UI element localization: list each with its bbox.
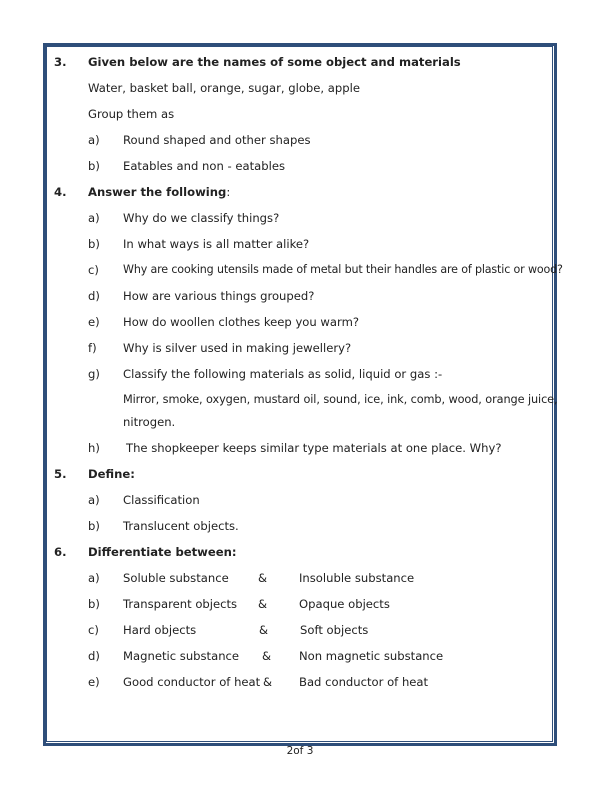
item-label: b) [88, 237, 100, 251]
question-title-wrap [88, 185, 230, 199]
question-title: Differentiate between: [88, 545, 237, 559]
instruction-text: Group them as [88, 107, 175, 121]
item-label: e) [88, 315, 100, 329]
item-right: Bad conductor of heat [299, 675, 429, 689]
question-number: 4. [54, 185, 67, 199]
item-label: f) [88, 341, 97, 355]
item-text: The shopkeeper keeps similar type materials at one place. Why? [126, 441, 502, 455]
item-label: c) [88, 263, 99, 277]
item-text: Classification [123, 493, 200, 507]
ampersand: & [263, 675, 273, 689]
item-right: Non magnetic substance [299, 649, 444, 663]
item-text: How do woollen clothes keep you warm? [123, 315, 360, 329]
question-title: Define: [88, 467, 135, 481]
item-text: Round shaped and other shapes [123, 133, 311, 147]
item-label: b) [88, 597, 100, 611]
title-colon: : [226, 185, 231, 199]
item-right: Insoluble substance [299, 571, 415, 585]
item-label: h) [88, 441, 100, 455]
item-text: Eatables and non - eatables [123, 159, 286, 173]
item-text: Classify the following materials as solid, liquid or gas :- [123, 367, 443, 381]
item-label: c) [88, 623, 99, 637]
question-title: Given below are the names of some object and materials [88, 55, 461, 69]
item-left: Good conductor of heat [123, 675, 261, 689]
item-right: Opaque objects [299, 597, 390, 611]
item-text: Why are cooking utensils made of metal but their handles are of plastic or wood? [123, 263, 563, 276]
item-text: How are various things grouped? [123, 289, 315, 303]
material-list: Water, basket ball, orange, sugar, globe, apple [88, 81, 360, 95]
item-text: Why is silver used in making jewellery? [123, 341, 352, 355]
item-text: In what ways is all matter alike? [123, 237, 310, 251]
question-number: 5. [54, 467, 67, 481]
ampersand: & [258, 571, 268, 585]
question-number: 3. [54, 55, 67, 69]
item-text: Translucent objects. [123, 519, 239, 533]
question-number: 6. [54, 545, 67, 559]
item-label: e) [88, 675, 100, 689]
item-text-continued: Mirror, smoke, oxygen, mustard oil, sound, ice, ink, comb, wood, orange juice, [123, 393, 558, 406]
item-label: a) [88, 493, 100, 507]
ampersand: & [262, 649, 272, 663]
item-label: b) [88, 519, 100, 533]
ampersand: & [259, 623, 269, 637]
item-text-continued: nitrogen. [123, 415, 176, 429]
ampersand: & [258, 597, 268, 611]
item-right: Soft objects [300, 623, 369, 637]
item-left: Hard objects [123, 623, 197, 637]
item-label: a) [88, 133, 100, 147]
item-label: d) [88, 289, 100, 303]
item-label: d) [88, 649, 100, 663]
item-left: Soluble substance [123, 571, 229, 585]
item-left: Magnetic substance [123, 649, 240, 663]
item-left: Transparent objects [123, 597, 238, 611]
question-title: Answer the following [88, 185, 227, 199]
page-number: 2of 3 [286, 745, 314, 757]
item-label: a) [88, 571, 100, 585]
item-text: Why do we classify things? [123, 211, 280, 225]
item-label: a) [88, 211, 100, 225]
item-label: g) [88, 367, 100, 381]
item-label: b) [88, 159, 100, 173]
